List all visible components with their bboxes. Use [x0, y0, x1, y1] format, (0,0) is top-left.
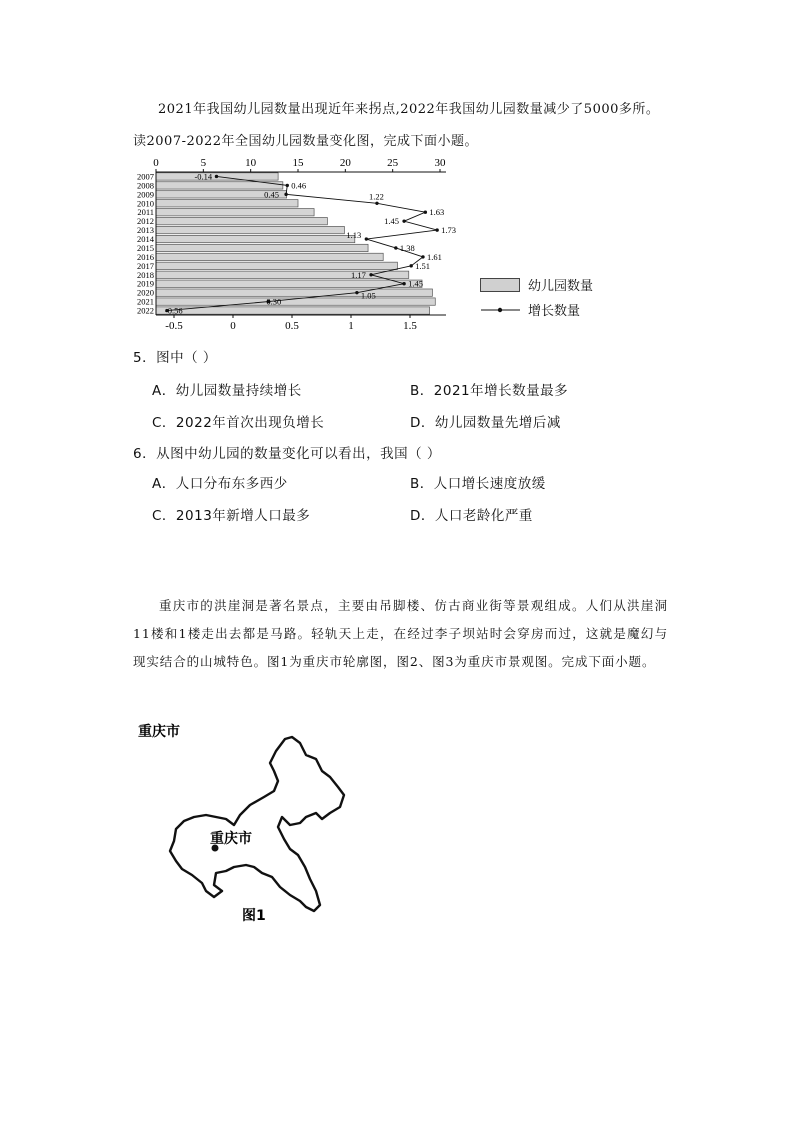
growth-label: 0.46 — [291, 180, 307, 191]
growth-point-2009 — [284, 193, 287, 196]
bar-2014 — [156, 235, 355, 242]
year-label: 2019 — [137, 278, 154, 289]
q6-option-a[interactable]: A．人口分布东多西少 — [152, 476, 288, 492]
growth-point-2008 — [286, 184, 289, 187]
growth-label: 1.45 — [408, 278, 423, 289]
intro-line-1: 2021年我国幼儿园数量出现近年来拐点,2022年我国幼儿园数量减少了5000多所。 — [158, 102, 660, 117]
bar-axis-tick-label: 0 — [153, 157, 159, 169]
growth-point-2014 — [365, 237, 368, 240]
kindergarten-chart — [128, 155, 458, 332]
growth-label: 0.30 — [266, 296, 282, 307]
year-label: 2014 — [137, 234, 154, 244]
growth-point-2017 — [409, 264, 412, 267]
q5-option-c[interactable]: C．2022年首次出现负增长 — [152, 415, 325, 431]
growth-label: 1.05 — [360, 290, 376, 301]
growth-point-2013 — [435, 228, 438, 231]
bar-axis-tick-label: 5 — [200, 157, 207, 169]
bar-axis-tick-label: 10 — [245, 157, 257, 169]
year-label: 2015 — [137, 242, 154, 253]
bar-2017 — [156, 262, 397, 269]
bar-axis-tick-label: 30 — [434, 157, 446, 169]
line-axis-tick-label: 1.5 — [403, 320, 417, 332]
growth-point-2012 — [402, 219, 405, 222]
line-axis-tick-label: -0.5 — [165, 320, 183, 332]
year-label: 2013 — [137, 225, 154, 236]
year-label: 2017 — [137, 260, 154, 271]
growth-label: 0.45 — [264, 189, 279, 200]
growth-point-2010 — [375, 202, 378, 205]
line-axis-tick-label: 1 — [348, 320, 354, 332]
q6-stem: 6．从图中幼儿园的数量变化可以看出，我国（ ） — [133, 446, 441, 462]
legend-line-swatch — [480, 304, 522, 316]
year-label: 2020 — [137, 287, 154, 298]
q5-option-a[interactable]: A．幼儿园数量持续增长 — [152, 383, 302, 399]
map-city-label: 重庆市 — [210, 831, 252, 847]
growth-label: 1.73 — [441, 225, 457, 236]
bar-axis-tick-label: 15 — [292, 157, 304, 169]
intro-line-2: 读2007-2022年全国幼儿园数量变化图，完成下面小题。 — [133, 134, 479, 149]
q5-option-b[interactable]: B．2021年增长数量最多 — [410, 383, 569, 399]
bar-axis — [153, 157, 446, 172]
map-title: 重庆市 — [138, 724, 180, 740]
bar-series — [156, 173, 435, 314]
bar-2012 — [156, 217, 327, 224]
legend-bar-label: 幼儿园数量 — [528, 279, 594, 294]
growth-point-2018 — [369, 273, 372, 276]
growth-label: 1.38 — [399, 242, 415, 253]
year-label: 2007 — [137, 171, 154, 182]
q5-option-d[interactable]: D．幼儿园数量先增后减 — [410, 415, 561, 431]
bar-axis-tick-label: 20 — [339, 157, 351, 169]
bar-2019 — [156, 280, 422, 287]
year-label: 2021 — [137, 296, 154, 307]
bar-axis-tick-label: 25 — [387, 157, 399, 169]
chongqing-outline — [170, 737, 344, 911]
line-axis-tick-label: 0.5 — [285, 320, 299, 332]
growth-point-2020 — [355, 291, 358, 294]
year-label: 2022 — [137, 305, 154, 316]
year-label: 2012 — [137, 216, 154, 227]
passage-chongqing: 重庆市的洪崖洞是著名景点，主要由吊脚楼、仿古商业街等景观组成。人们从洪崖洞11楼和1楼走出去都是马路。轻轨天上走，在经过李子坝站时会穿房而过，这就是魔幻与现实结合的山城特色。图1为重庆市轮廓图，图2、图3为重庆市景观图。完成下面小题。 — [133, 598, 668, 669]
line-axis-tick-label: 0 — [230, 320, 236, 332]
growth-label: 1.63 — [429, 207, 445, 218]
map-caption: 图1 — [242, 908, 266, 924]
growth-point-2011 — [424, 211, 427, 214]
bar-2011 — [156, 209, 314, 216]
year-label: 2011 — [137, 207, 154, 218]
bar-2013 — [156, 226, 344, 233]
growth-label: 1.22 — [368, 191, 384, 202]
growth-point-2007 — [215, 175, 218, 178]
bar-2010 — [156, 200, 298, 207]
year-label: 2010 — [137, 198, 154, 209]
legend-bar-swatch — [480, 278, 520, 292]
growth-point-2016 — [421, 255, 424, 258]
growth-label: 1.17 — [351, 269, 366, 280]
legend-line-label: 增长数量 — [528, 304, 581, 319]
year-label: 2008 — [137, 180, 154, 191]
growth-point-2019 — [402, 282, 405, 285]
year-label: 2018 — [137, 269, 154, 280]
line-axis — [156, 315, 446, 332]
year-labels — [137, 171, 156, 315]
growth-label: 1.13 — [346, 230, 362, 241]
growth-point-2015 — [394, 246, 397, 249]
q6-option-d[interactable]: D．人口老龄化严重 — [410, 508, 533, 524]
bar-2016 — [156, 253, 383, 260]
growth-label: -0.14 — [194, 171, 213, 182]
bar-2015 — [156, 244, 368, 251]
q6-option-c[interactable]: C．2013年新增人口最多 — [152, 508, 311, 524]
growth-label: 1.45 — [384, 216, 399, 227]
year-label: 2016 — [137, 251, 154, 262]
chongqing-outline-map — [130, 715, 370, 930]
q6-option-b[interactable]: B．人口增长速度放缓 — [410, 476, 546, 492]
growth-label: 1.61 — [426, 251, 442, 262]
bar-2020 — [156, 289, 432, 296]
growth-label: -0.56 — [164, 305, 183, 316]
growth-label: 1.51 — [415, 260, 431, 271]
q5-stem: 5．图中（ ） — [133, 350, 217, 366]
year-label: 2009 — [137, 189, 154, 200]
